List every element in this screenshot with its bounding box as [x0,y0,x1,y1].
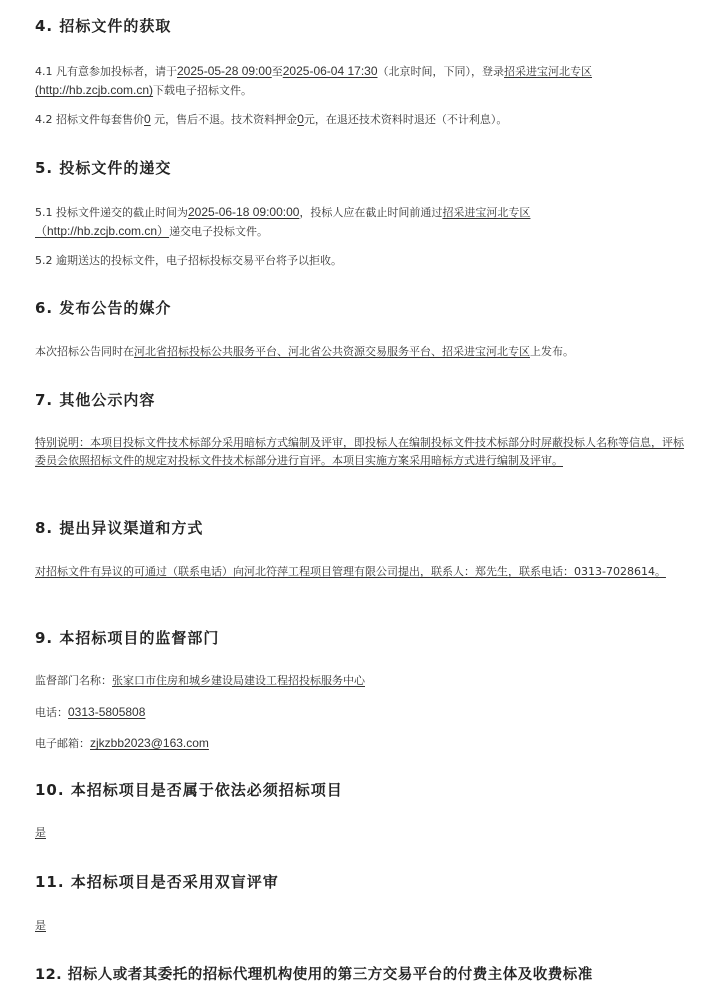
phone-label: 电话： [35,706,68,719]
section-4-1-paragraph [35,62,690,100]
supervision-phone-line [35,703,690,722]
supervision-dept-line [35,672,690,690]
platform-link[interactable]: 招采进宝河北专区 [442,206,531,219]
email-label: 电子邮箱： [35,737,90,750]
dept-label: 监督部门名称： [35,674,112,687]
supervision-email-line [35,734,690,753]
supervision-dept-name: 张家口市住房和城乡建设局建设工程招投标服务中心 [112,674,365,687]
section-5-heading: 5. 投标文件的递交 [35,159,172,177]
section-5-2-paragraph: 5.2 逾期送达的投标文件，电子招标投标交易平台将予以拒收。 [35,254,342,267]
section-5-1-paragraph [35,203,690,241]
s4-2-prefix: 4.2 招标文件每套售价 [35,113,144,126]
submission-deadline: 2025-06-18 09:00:00 [188,205,300,219]
s4-1-mid: （北京时间，下同），登录 [377,65,504,78]
section-8-heading: 8. 提出异议渠道和方式 [35,519,204,537]
supervision-phone: 0313-5805808 [68,705,146,719]
document-price: 0 [144,112,151,126]
platform-url-link[interactable]: (http://hb.zcjb.com.cn) [35,83,154,97]
section-9-heading: 9. 本招标项目的监督部门 [35,629,220,647]
s4-2-mid: 元，售后不退。技术资料押金 [150,113,298,126]
section-11-heading: 11. 本招标项目是否采用双盲评审 [35,873,279,891]
s5-1-suffix: 递交电子投标文件。 [169,225,269,238]
publication-media-link[interactable]: 河北省招标投标公共服务平台、河北省公共资源交易服务平台、招采进宝河北专区 [134,345,530,358]
section-6-paragraph [35,343,690,361]
section-4-heading: 4. 招标文件的获取 [35,17,172,35]
special-notice-paragraph: 特别说明：本项目投标文件技术标部分采用暗标方式编制及评审，即投标人在编制投标文件技术标部分时屏蔽投标人名称等信息，评标委员会依照招标文件的规定对投标文件技术标部分进行盲评。本项目实施方案采用暗标方式进行编制及评审。 [35,436,684,467]
double-blind-answer: 是 [35,919,46,932]
platform-link[interactable]: 招采进宝河北专区 [504,65,592,78]
section-10-heading: 10. 本招标项目是否属于依法必须招标项目 [35,781,343,799]
s6-prefix: 本次招标公告同时在 [35,345,134,358]
s4-1-suffix: 下载电子招标文件。 [153,84,253,97]
section-4-2-paragraph [35,110,690,129]
supervision-email-link[interactable]: zjkzbb2023@163.com [90,736,209,750]
section-11-answer [35,917,690,935]
objection-channel-paragraph: 对招标文件有异议的可通过（联系电话）向河北符萍工程项目管理有限公司提出，联系人：郑先生，联系电话：0313-7028614。 [35,565,666,578]
s5-1-mid: ，投标人应在截止时间前通过 [299,206,443,219]
platform-url-link[interactable]: （http://hb.zcjb.com.cn） [35,224,170,238]
download-start-time: 2025-05-28 09:00 [177,64,272,78]
section-6-heading: 6. 发布公告的媒介 [35,299,172,317]
s4-1-prefix: 4.1 凡有意参加投标者，请于 [35,65,177,78]
technical-deposit: 0 [297,112,304,126]
section-7-heading: 7. 其他公示内容 [35,391,156,409]
s5-1-prefix: 5.1 投标文件递交的截止时间为 [35,206,188,219]
s6-suffix: 上发布。 [530,345,574,358]
section-10-answer [35,824,690,842]
s4-1-to: 至 [271,65,283,78]
mandatory-tender-answer: 是 [35,826,46,839]
download-end-time: 2025-06-04 17:30 [282,64,378,78]
s4-2-suffix: 元，在退还技术资料时退还（不计利息）。 [303,113,508,126]
section-12-heading: 12. 招标人或者其委托的招标代理机构使用的第三方交易平台的付费主体及收费标准 [35,967,593,983]
